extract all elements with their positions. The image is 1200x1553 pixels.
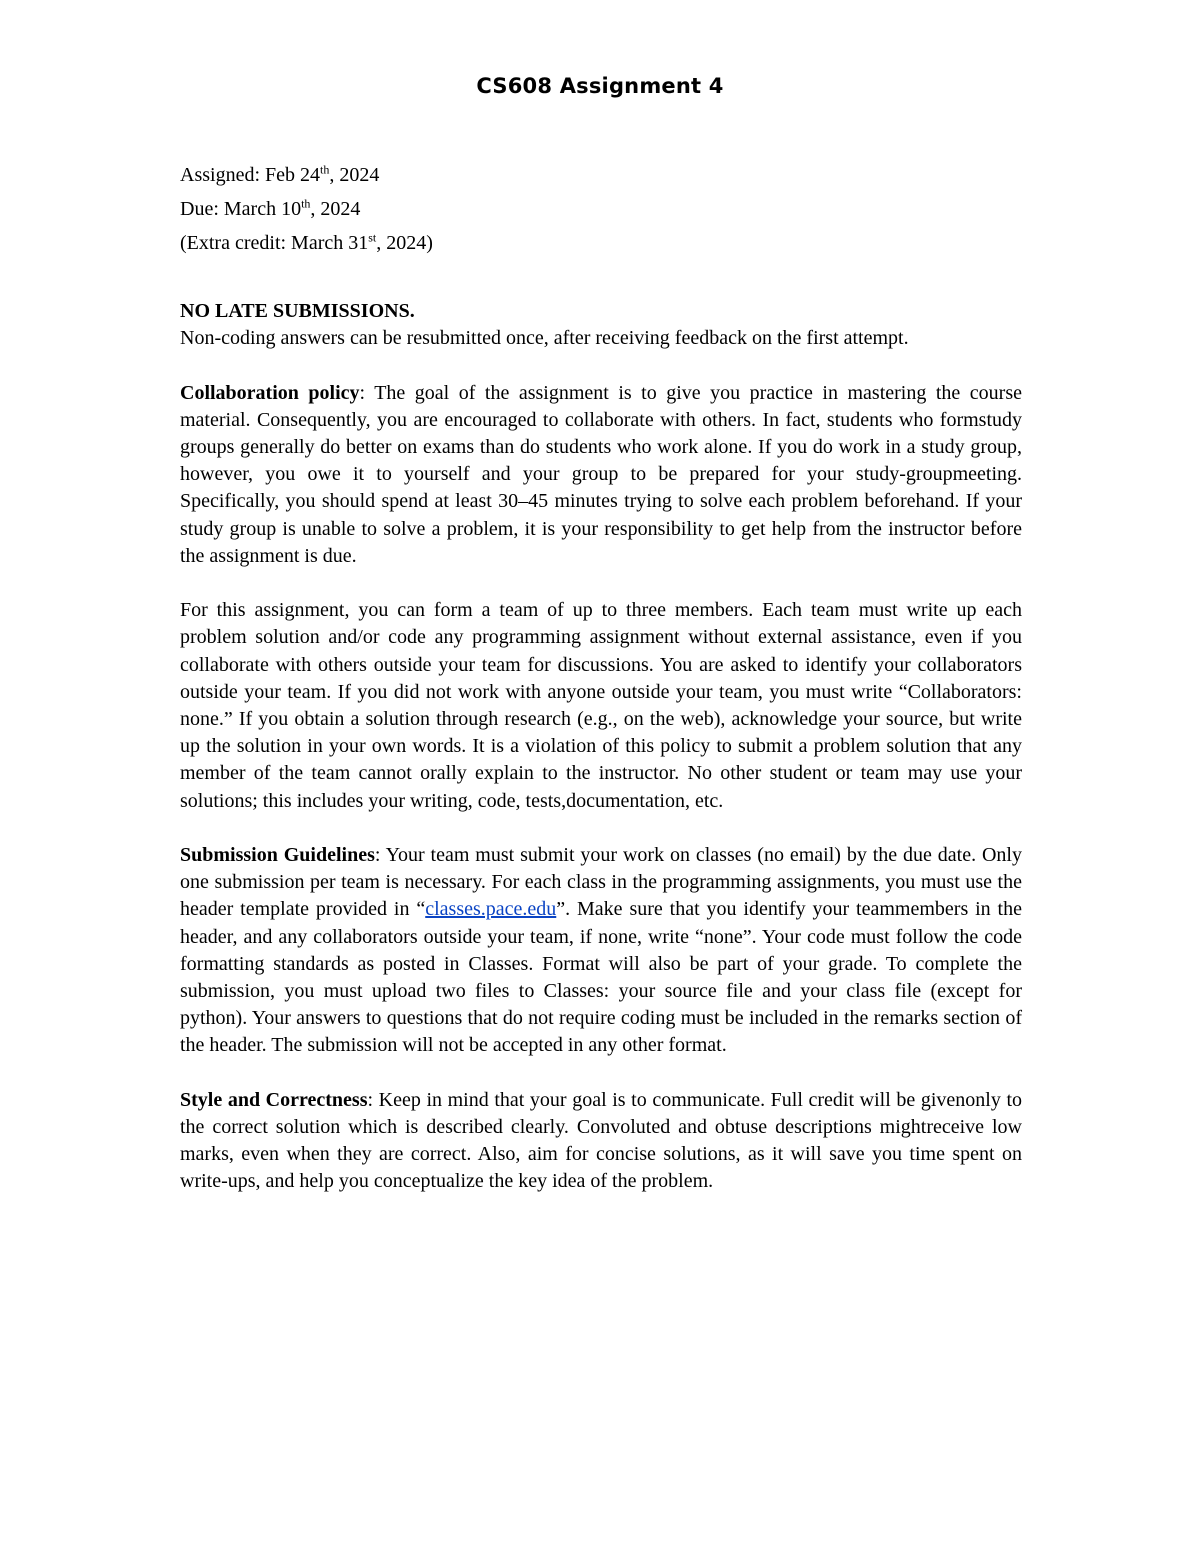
document-body — [180, 298, 1022, 1223]
collaboration-heading: Collaboration policy — [180, 381, 360, 404]
collaboration-paragraph — [180, 380, 1022, 570]
assigned-suffix: th — [320, 162, 330, 177]
assigned-tail: , 2024 — [329, 164, 380, 186]
due-tail: , 2024 — [310, 198, 361, 220]
dates-block — [180, 158, 1040, 260]
style-paragraph — [180, 1087, 1022, 1196]
extra-credit-date — [180, 226, 1040, 260]
no-late-heading: NO LATE SUBMISSIONS. — [180, 300, 415, 322]
extra-credit-label: (Extra credit: March 31 — [180, 232, 369, 254]
due-date — [180, 192, 1040, 226]
due-label: Due: March 10 — [180, 198, 302, 220]
submission-text-before: : Your team must submit your work on classes (no email) by the due date. Only one submission per team is necessary. For each class in the programming assignments, you must use the header template provided in “ — [180, 844, 1022, 921]
assigned-label: Assigned: Feb 24 — [180, 164, 320, 186]
due-suffix: th — [301, 196, 311, 211]
classes-link[interactable]: classes.pace.edu — [425, 898, 557, 921]
style-heading: Style and Correctness — [180, 1088, 368, 1111]
collaboration-text: : The goal of the assignment is to give you practice in mastering the course material. Consequently, you are encouraged to collaborate with others. In fact, students who formstudy groups generally do better on exams than do students who work alone. If you do work in a study group, however, you owe it to yourself and your group to be prepared for your study-groupmeeting. Specifically, you should spend at least 30–45 minutes trying to solve each problem beforehand. If your study group is unable to solve a problem, it is your responsibility to get help from the instructor before the assignment is due. — [180, 381, 1022, 567]
extra-credit-tail: , 2024) — [376, 232, 433, 254]
extra-credit-suffix: st — [368, 230, 377, 245]
submission-text-after: ”. Make sure that you identify your teammembers in the header, and any collaborators outside your team, if none, write “none”. Your code must follow the code formatting standards as posted in Classes. Format will also be part of your grade. To complete the submission, you must upload two files to Classes: your source file and your class file (except for python). Your answers to questions that do not require coding must be included in the remarks section of the header. The submission will not be accepted in any other format. — [180, 898, 1022, 1057]
resubmit-paragraph: Non-coding answers can be resubmitted once, after receiving feedback on the first attempt. — [180, 327, 909, 350]
document-title: CS608 Assignment 4 — [476, 74, 724, 98]
team-paragraph: For this assignment, you can form a team of up to three members. Each team must write up each problem solution and/or code any programming assignment without external assistance, even if you collaborate with others outside your team for discussions. You are asked to identify your collaborators outside your team. If you did not work with anyone outside your team, you must write “Collaborators: none.” If you obtain a solution through research (e.g., on the web), acknowledge your source, but write up the solution in your own words. It is a violation of this policy to submit a problem solution that any member of the team cannot orally explain to the instructor. No other student or team may use your solutions; this includes your writing, code, tests,documentation, etc. — [180, 599, 1022, 812]
submission-paragraph — [180, 842, 1022, 1060]
assigned-date — [180, 158, 1040, 192]
style-text: : Keep in mind that your goal is to communicate. Full credit will be givenonly to the correct solution which is described clearly. Convoluted and obtuse descriptions mightreceive low marks, even when they are correct. Also, aim for concise solutions, as it will save you time spent on write-ups, and help you conceptualize the key idea of the problem. — [180, 1088, 1022, 1193]
submission-heading: Submission Guidelines — [180, 844, 375, 867]
